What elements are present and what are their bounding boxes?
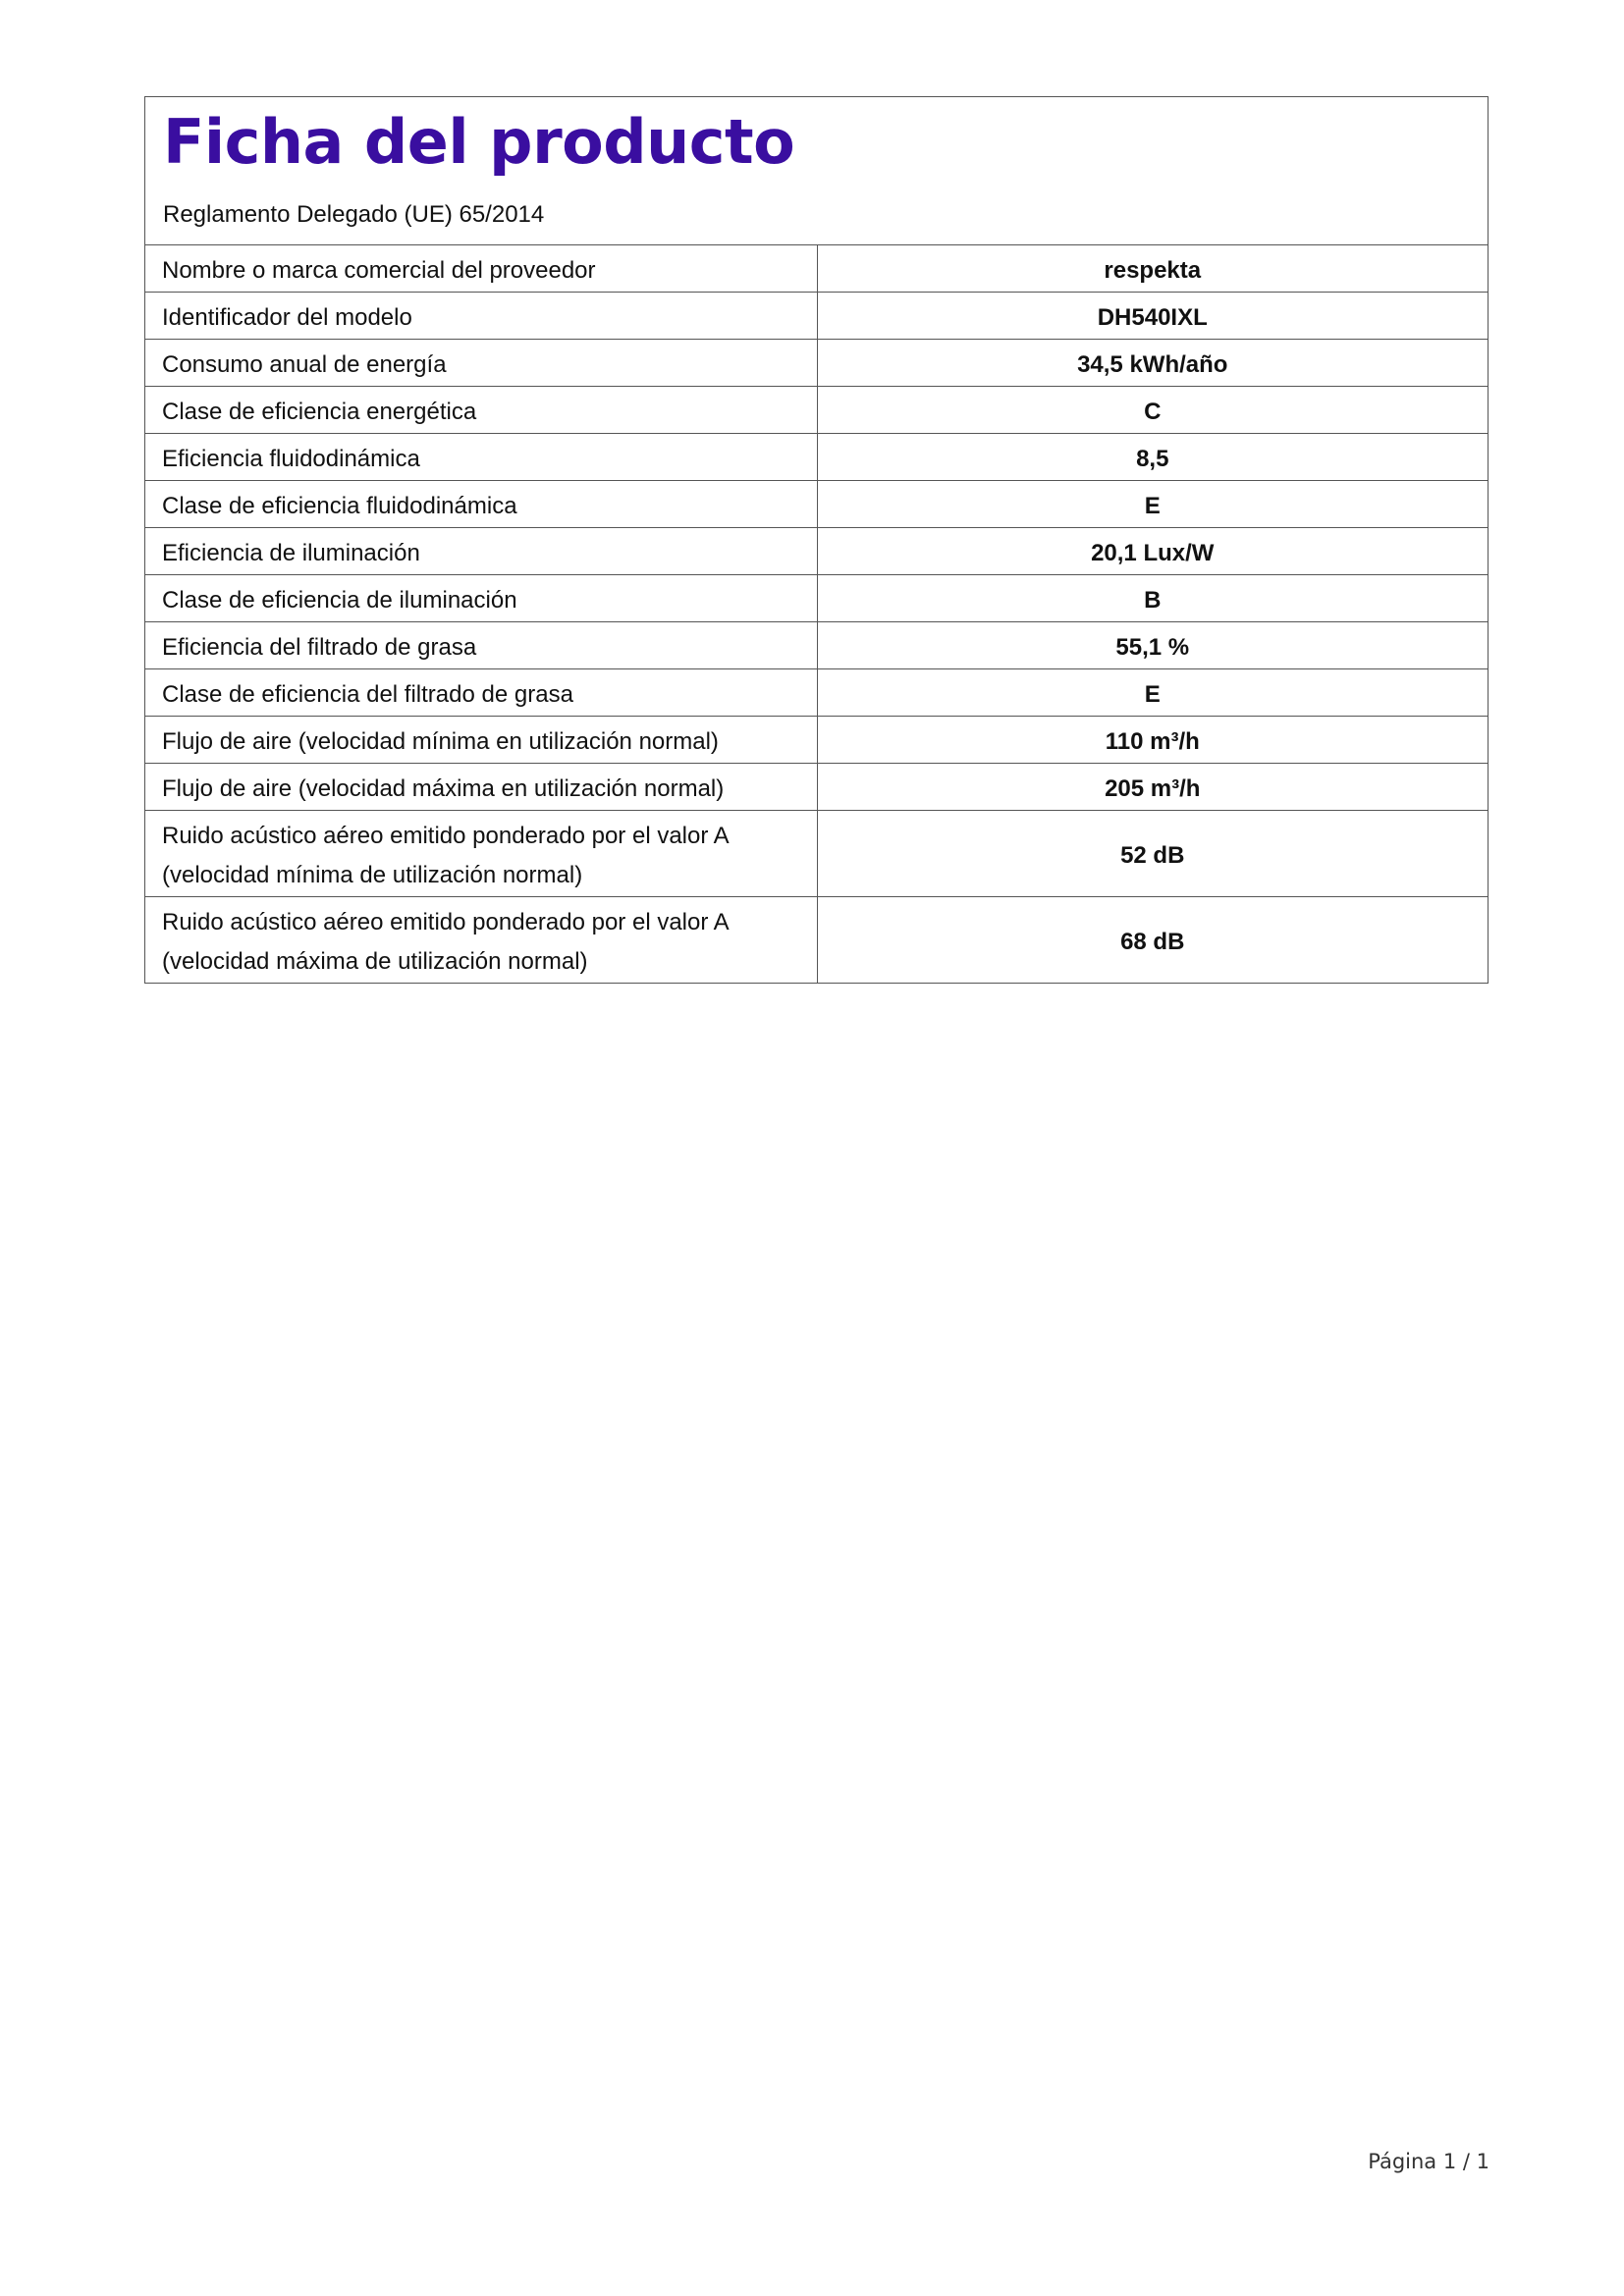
table-row <box>145 340 1488 387</box>
page-number: Página 1 / 1 <box>1368 2150 1489 2173</box>
table-row <box>145 669 1488 717</box>
row-label: Clase de eficiencia fluidodinámica <box>145 481 817 528</box>
row-label: Clase de eficiencia de iluminación <box>145 575 817 622</box>
row-label: Flujo de aire (velocidad máxima en utilización normal) <box>145 764 817 811</box>
table-row <box>145 811 1488 897</box>
row-value: E <box>817 481 1488 528</box>
row-value: 52 dB <box>817 811 1488 897</box>
table-row <box>145 387 1488 434</box>
row-value: E <box>817 669 1488 717</box>
table-row <box>145 897 1488 984</box>
row-value: 68 dB <box>817 897 1488 984</box>
spec-table <box>145 245 1488 983</box>
table-row <box>145 481 1488 528</box>
row-label: Eficiencia fluidodinámica <box>145 434 817 481</box>
row-value: 110 m³/h <box>817 717 1488 764</box>
row-label: Eficiencia del filtrado de grasa <box>145 622 817 669</box>
row-label: Identificador del modelo <box>145 293 817 340</box>
row-label: Flujo de aire (velocidad mínima en utilización normal) <box>145 717 817 764</box>
page-title: Ficha del producto <box>163 106 795 178</box>
table-row <box>145 622 1488 669</box>
row-value: 8,5 <box>817 434 1488 481</box>
table-row <box>145 528 1488 575</box>
table-row <box>145 434 1488 481</box>
product-sheet <box>144 96 1489 984</box>
row-label: Ruido acústico aéreo emitido ponderado por el valor A (velocidad mínima de utilización normal) <box>145 811 817 897</box>
table-row <box>145 245 1488 293</box>
row-label: Eficiencia de iluminación <box>145 528 817 575</box>
row-value: B <box>817 575 1488 622</box>
row-value: respekta <box>1104 257 1202 284</box>
row-value: 20,1 Lux/W <box>817 528 1488 575</box>
row-label: Consumo anual de energía <box>145 340 817 387</box>
sheet-header <box>145 97 1488 245</box>
row-label: Clase de eficiencia energética <box>145 387 817 434</box>
table-row <box>145 717 1488 764</box>
row-value: DH540IXL <box>817 293 1488 340</box>
regulation-subtitle: Reglamento Delegado (UE) 65/2014 <box>163 201 545 228</box>
row-value: 34,5 kWh/año <box>817 340 1488 387</box>
row-label: Clase de eficiencia del filtrado de grasa <box>145 669 817 717</box>
row-label: Ruido acústico aéreo emitido ponderado por el valor A (velocidad máxima de utilización normal) <box>145 897 817 984</box>
table-row <box>145 764 1488 811</box>
table-row <box>145 575 1488 622</box>
row-value: 55,1 % <box>817 622 1488 669</box>
table-row <box>145 293 1488 340</box>
row-label: Nombre o marca comercial del proveedor <box>145 245 817 293</box>
row-value: C <box>817 387 1488 434</box>
row-value: 205 m³/h <box>817 764 1488 811</box>
